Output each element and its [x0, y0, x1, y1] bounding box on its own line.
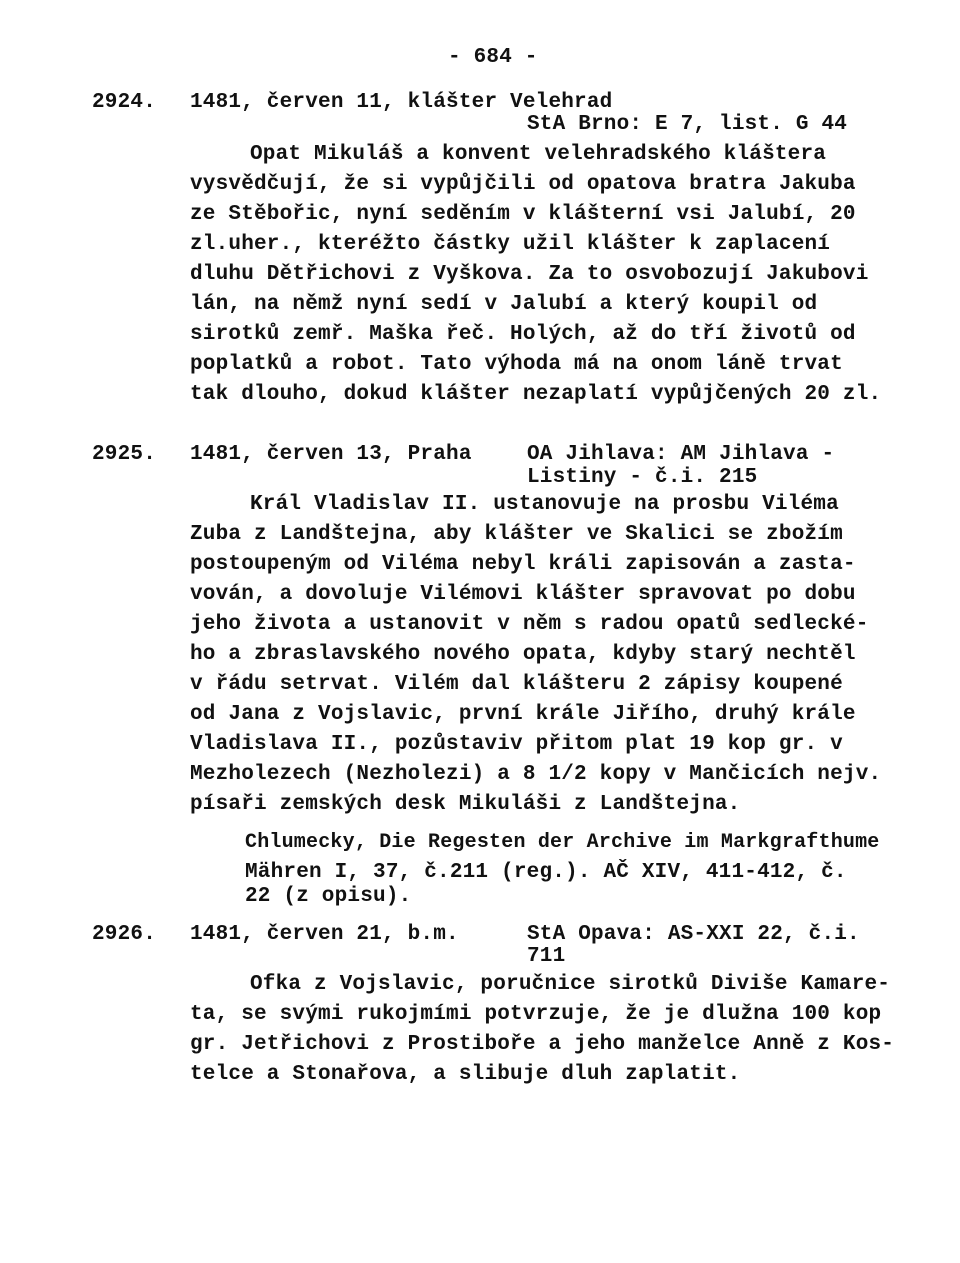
entry-source-line: Listiny - č.i. 215 — [527, 466, 758, 489]
entry-body-line: ho a zbraslavského nového opata, kdyby starý nechtěl — [190, 643, 856, 666]
entry-body-line: sirotků zemř. Maška řeč. Holých, až do tří životů od — [190, 323, 856, 346]
entry-date-place: 1481, červen 13, Praha — [190, 443, 472, 466]
entry-source: StA Brno: E 7, list. G 44 — [527, 113, 848, 136]
page-number: - 684 - — [448, 46, 538, 69]
entry-body-line: v řádu setrvat. Vilém dal klášteru 2 zápisy koupené — [190, 673, 843, 696]
entry-number: 2926. — [92, 923, 157, 946]
entry-body-line: ze Stěbořic, nyní seděním v klášterní vsi Jalubí, 20 — [190, 203, 856, 226]
entry-body-line: Opat Mikuláš a konvent velehradského kláštera — [250, 143, 827, 166]
entry-body-line: Mezholezech (Nezholezi) a 8 1/2 kopy v Mančicích nejv. — [190, 763, 882, 786]
entry-body-line: telce a Stonařova, a slibuje dluh zaplatit. — [190, 1063, 741, 1086]
entry-body-line: dluhu Dětřichovi z Vyškova. Za to osvobozují Jakubovi — [190, 263, 869, 286]
entry-body-line: Vladislava II., pozůstaviv přitom plat 19 kop gr. v — [190, 733, 843, 756]
entry-body-line: zl.uher., kteréžto částky užil klášter k zaplacení — [190, 233, 831, 256]
entry-body-line: vován, a dovoluje Vilémovi klášter spravovat po dobu — [190, 583, 856, 606]
entry-body-line: tak dlouho, dokud klášter nezaplatí vypůjčených 20 zl. — [190, 383, 882, 406]
entry-body-line: gr. Jetřichovi z Prostiboře a jeho manželce Anně z Kos- — [190, 1033, 895, 1056]
entry-source-line: StA Opava: AS-XXI 22, č.i. — [527, 923, 860, 946]
entry-reference-line: 22 (z opisu). — [245, 885, 412, 908]
entry-body-line: vysvědčují, že si vypůjčili od opatova bratra Jakuba — [190, 173, 856, 196]
entry-date-place: 1481, červen 11, klášter Velehrad — [190, 91, 613, 114]
entry-source-line: OA Jihlava: AM Jihlava - — [527, 443, 835, 466]
entry-body-line: Král Vladislav II. ustanovuje na prosbu Viléma — [250, 493, 839, 516]
entry-body-line: jeho života a ustanovit v něm s radou opatů sedlecké- — [190, 613, 869, 636]
entry-number: 2924. — [92, 91, 157, 114]
entry-reference-line: Mähren I, 37, č.211 (reg.). AČ XIV, 411-412, č. — [245, 861, 847, 884]
entry-body-line: lán, na němž nyní sedí v Jalubí a který koupil od — [190, 293, 818, 316]
entry-date-place: 1481, červen 21, b.m. — [190, 923, 459, 946]
entry-body-line: poplatků a robot. Tato výhoda má na onom láně trvat — [190, 353, 843, 376]
entry-number: 2925. — [92, 443, 157, 466]
entry-body-line: písaři zemských desk Mikuláši z Landštejna. — [190, 793, 741, 816]
entry-body-line: Zuba z Landštejna, aby klášter ve Skalici se zbožím — [190, 523, 843, 546]
entry-source-line: 711 — [527, 945, 566, 968]
entry-body-line: od Jana z Vojslavic, první krále Jiřího, druhý krále — [190, 703, 856, 726]
entry-body-line: Ofka z Vojslavic, poručnice sirotků Diviše Kamare- — [250, 973, 891, 996]
entry-body-line: ta, se svými rukojmími potvrzuje, že je dlužna 100 kop — [190, 1003, 882, 1026]
entry-reference-line: Chlumecky, Die Regesten der Archive im Markgrafthume — [245, 831, 880, 854]
entry-body-line: postoupeným od Viléma nebyl králi zapisován a zasta- — [190, 553, 856, 576]
